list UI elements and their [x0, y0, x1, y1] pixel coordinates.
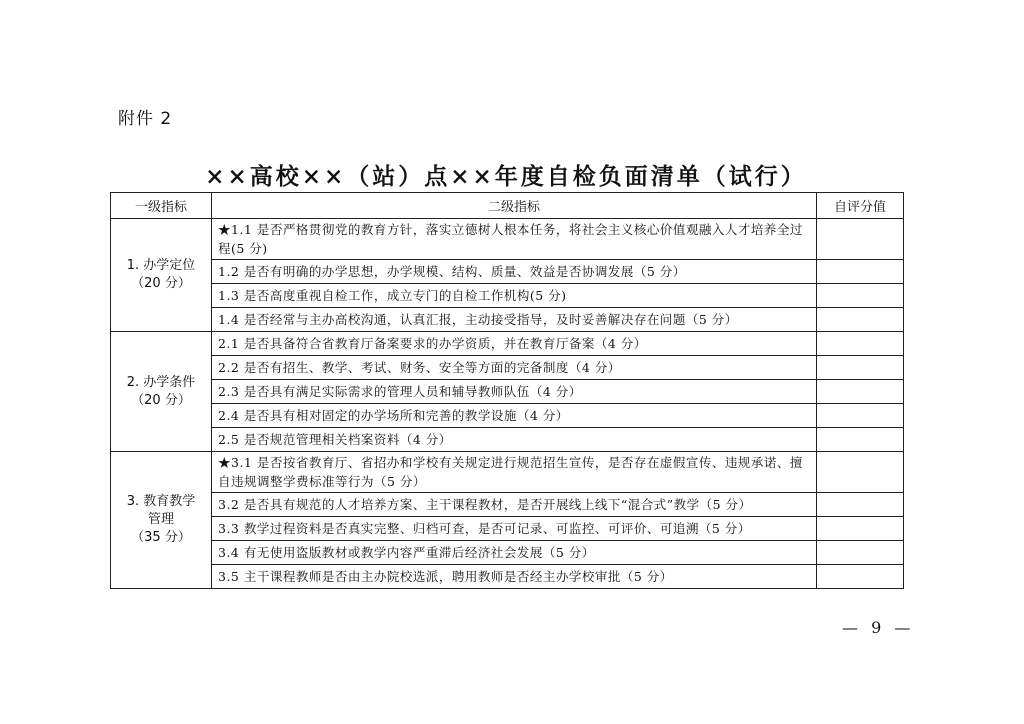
- indicator-text: 3.4 有无使用盗版教材或教学内容严重滞后经济社会发展（5 分）: [212, 541, 817, 565]
- score-cell[interactable]: [817, 356, 904, 380]
- table-row: [111, 260, 904, 284]
- score-cell[interactable]: [817, 219, 904, 260]
- indicator-text: 3.2 是否具有规范的人才培养方案、主干课程教材，是否开展线上线下“混合式”教学（5 分）: [212, 493, 817, 517]
- header-row: [111, 193, 904, 219]
- table-row: [111, 517, 904, 541]
- group-cell-positioning: [111, 219, 212, 332]
- table-row: [111, 404, 904, 428]
- indicator-text: 2.2 是否有招生、教学、考试、财务、安全等方面的完备制度（4 分）: [212, 356, 817, 380]
- table-row: [111, 541, 904, 565]
- indicator-text: 1.4 是否经常与主办高校沟通，认真汇报，主动接受指导，及时妥善解决存在问题（5 分）: [212, 308, 817, 332]
- score-cell[interactable]: [817, 380, 904, 404]
- score-cell[interactable]: [817, 404, 904, 428]
- table-row: [111, 284, 904, 308]
- group-name: 3. 教育教学: [126, 494, 196, 509]
- score-cell[interactable]: [817, 541, 904, 565]
- attachment-label: 附件 2: [118, 109, 173, 129]
- table-row: [111, 332, 904, 356]
- group-points: （35 分）: [131, 530, 191, 545]
- indicator-text: ★3.1 是否按省教育厅、省招办和学校有关规定进行规范招生宣传，是否存在虚假宣传、违规承诺、擅自违规调整学费标准等行为（5 分）: [212, 452, 817, 493]
- page-number: — 9 —: [842, 618, 915, 637]
- score-cell[interactable]: [817, 452, 904, 493]
- score-cell[interactable]: [817, 332, 904, 356]
- group-points: （20 分）: [131, 276, 191, 291]
- table-row: [111, 219, 904, 260]
- document-title: ××高校××（站）点××年度自检负面清单（试行）: [205, 163, 807, 190]
- score-cell[interactable]: [817, 428, 904, 452]
- table-row: [111, 356, 904, 380]
- indicator-text: 2.1 是否具备符合省教育厅备案要求的办学资质，并在教育厅备案（4 分）: [212, 332, 817, 356]
- score-cell[interactable]: [817, 260, 904, 284]
- indicator-text: 2.4 是否具有相对固定的办学场所和完善的教学设施（4 分）: [212, 404, 817, 428]
- score-cell[interactable]: [817, 517, 904, 541]
- group-name: 1. 办学定位: [126, 258, 196, 273]
- score-cell[interactable]: [817, 493, 904, 517]
- group-cell-conditions: [111, 332, 212, 452]
- group-name: 2. 办学条件: [126, 374, 196, 390]
- group-points: （20 分）: [131, 392, 191, 408]
- table-row: [111, 308, 904, 332]
- indicator-text: 1.2 是否有明确的办学思想，办学规模、结构、质量、效益是否协调发展（5 分）: [212, 260, 817, 284]
- table-row: [111, 493, 904, 517]
- table-row: [111, 428, 904, 452]
- indicator-text: 3.3 教学过程资料是否真实完整、归档可查，是否可记录、可监控、可评价、可追溯（5 分）: [212, 517, 817, 541]
- score-cell[interactable]: [817, 565, 904, 589]
- indicator-text: 2.3 是否具有满足实际需求的管理人员和辅导教师队伍（4 分）: [212, 380, 817, 404]
- header-level1: 一级指标: [111, 193, 212, 219]
- indicator-text: 3.5 主干课程教师是否由主办院校选派，聘用教师是否经主办学校审批（5 分）: [212, 565, 817, 589]
- score-cell[interactable]: [817, 284, 904, 308]
- table-row: [111, 452, 904, 493]
- group-name-line2: 管理: [147, 512, 174, 527]
- table-row: [111, 565, 904, 589]
- indicator-text: ★1.1 是否严格贯彻党的教育方针，落实立德树人根本任务，将社会主义核心价值观融入人才培养全过程(5 分): [212, 219, 817, 260]
- indicator-text: 1.3 是否高度重视自检工作，成立专门的自检工作机构(5 分): [212, 284, 817, 308]
- table-row: [111, 380, 904, 404]
- checklist-table: [110, 192, 904, 589]
- header-level2: 二级指标: [212, 193, 817, 219]
- indicator-text: 2.5 是否规范管理相关档案资料（4 分）: [212, 428, 817, 452]
- header-score: 自评分值: [817, 193, 904, 219]
- group-cell-teaching: [111, 452, 212, 589]
- score-cell[interactable]: [817, 308, 904, 332]
